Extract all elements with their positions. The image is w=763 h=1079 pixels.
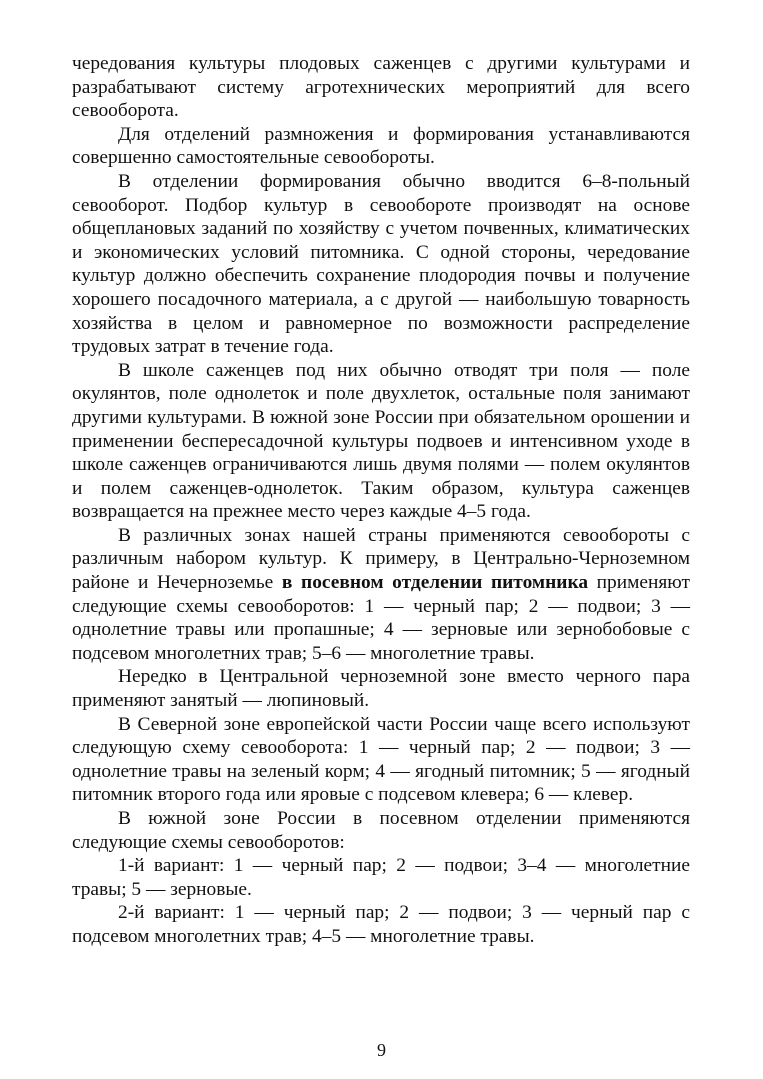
paragraph-5 <box>72 524 690 666</box>
paragraph-8: В южной зоне России в посевном отделении применяются следующие схемы севооборотов: <box>72 808 690 853</box>
paragraph-5-text-after: применяют следующие схемы севооборотов: 1 — черный пар; 2 — подвои; 3 — однолетние травы или пропашные; 4 — зерновые или зернобобовые с подсевом многолетних трав; 5–6 — многолетние травы. <box>72 572 690 664</box>
paragraph-2: Для отделений размножения и формирования устанавливаются совершенно самостоятельные севообороты. <box>72 123 690 169</box>
paragraph-5-bold-phrase: в посевном отделении питомника <box>281 572 589 594</box>
paragraph-9: 1-й вариант: 1 — черный пар; 2 — подвои; 3–4 — многолетние травы; 5 — зерновые. <box>72 855 690 900</box>
page-number: 9 <box>377 1040 386 1060</box>
paragraph-3: В отделении формирования обычно вводится 6–8-польный севооборот. Подбор культур в севообороте производят на основе общеплановых заданий по хозяйству с учетом почвенных, климатических и экономических условий питомника. С одной стороны, чередование культур должно обеспечить сохранение плодородия почвы и получение хорошего посадочного материала, а с другой — наибольшую товарность хозяйства в целом и равномерное по возможности распределение трудовых затрат в течение года. <box>72 170 690 358</box>
paragraph-4: В школе саженцев под них обычно отводят три поля — поле окулянтов, поле однолеток и поле двухлеток, остальные поля занимают другими культурами. В южной зоне России при обязательном орошении и применении беспересадочной культуры подвоев и интенсивном уходе в школе саженцев ограничиваются лишь двумя полями — полем окулянтов и полем саженцев-однолеток. Таким образом, культура саженцев возвращается на прежнее место через каждые 4–5 года. <box>72 359 690 523</box>
paragraph-1: чередования культуры плодовых саженцев с другими культурами и разрабатывают систему агротехнических мероприятий для всего севооборота. <box>72 53 690 122</box>
paragraph-7: В Северной зоне европейской части России чаще всего используют следующую схему севооборота: 1 — черный пар; 2 — подвои; 3 — однолетние травы на зеленый корм; 4 — ягодный питомник; 5 — ягодный питомник второго года или яровые с подсевом клевера; 6 — клевер. <box>72 713 690 806</box>
paragraph-10: 2-й вариант: 1 — черный пар; 2 — подвои; 3 — черный пар с подсевом многолетних трав; 4–5 — многолетние травы. <box>72 902 690 947</box>
paragraph-5-text-before: В различных зонах нашей страны применяются севообороты с различным набором культур. К примеру, в Центрально-Черноземном районе и Нечерноземье <box>72 524 690 594</box>
paragraph-6: Нередко в Центральной черноземной зоне вместо черного пара применяют занятый — люпиновый. <box>72 666 690 712</box>
page-body <box>72 52 690 949</box>
